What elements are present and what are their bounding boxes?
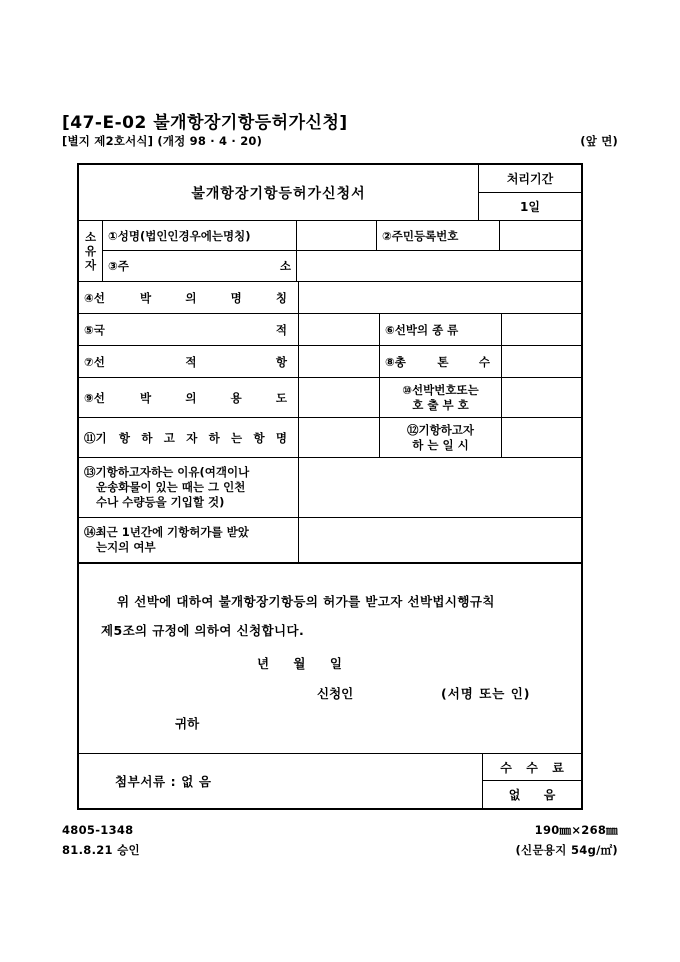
- footer-paper-type: (신문용지 54g/㎡): [515, 843, 618, 857]
- form-reference-row: [62, 133, 618, 149]
- field-8-char-2: 톤: [437, 354, 449, 369]
- field-3-label-text: ③주: [108, 259, 129, 273]
- attachment-label: 첨부서류 : 없 음: [79, 754, 483, 808]
- processing-period-value: 1일: [520, 200, 540, 214]
- owner-tag-char-2: 유: [84, 244, 97, 258]
- fee-label-char-3: 료: [552, 760, 564, 775]
- field-7-value[interactable]: [299, 346, 380, 377]
- owner-section-row: [79, 221, 581, 282]
- field-5-label: [79, 314, 299, 345]
- field-14-value[interactable]: [299, 518, 581, 562]
- field-9-char-3: 의: [185, 390, 197, 405]
- fee-value: [483, 781, 581, 807]
- field-4-value[interactable]: [299, 282, 581, 313]
- field-4-label-text: ④선: [84, 290, 105, 305]
- field-11-char-9: 명: [275, 430, 287, 445]
- field-8-value[interactable]: [502, 346, 581, 377]
- page-side-label: (앞 면): [580, 134, 618, 148]
- applicant-label: 신청인: [317, 686, 354, 701]
- field-8-label-text: ⑧총: [385, 354, 406, 369]
- field-row-1: [103, 221, 581, 251]
- document-code-title: [47-E-02 불개항장기항등허가신청]: [62, 113, 348, 133]
- declaration-date-line[interactable]: 년 월 일: [257, 656, 352, 671]
- field-6-value[interactable]: [502, 314, 581, 345]
- owner-block: [79, 221, 581, 281]
- field-11-char-8: 항: [253, 430, 265, 445]
- field-14-label: [79, 518, 299, 562]
- field-9-value[interactable]: [299, 378, 380, 417]
- field-7-label-text: ⑦선: [84, 354, 105, 369]
- field-row-14: [79, 518, 581, 564]
- field-9-char-4: 용: [230, 390, 242, 405]
- field-11-char-3: 하: [141, 430, 153, 445]
- field-13-label-line-1: ⑬기항하고자하는 이유(여객이나: [84, 465, 250, 479]
- owner-rows: [103, 221, 581, 281]
- field-9-label-text: ⑨선: [84, 390, 105, 405]
- field-12-label-line-2: 하 는 일 시: [412, 437, 469, 452]
- page-footer: [62, 820, 618, 868]
- field-7-label: [79, 346, 299, 377]
- footer-left-block: [62, 820, 140, 860]
- field-12-label: [380, 418, 502, 457]
- field-12-label-line-1: ⑫기항하고자: [406, 422, 475, 437]
- processing-period-block: [479, 165, 581, 220]
- field-11-value[interactable]: [299, 418, 380, 457]
- field-14-label-line-2: 는지의 여부: [96, 540, 156, 554]
- field-row-11-12: [79, 418, 581, 458]
- field-11-char-4: 고: [163, 430, 175, 445]
- field-3-value[interactable]: [297, 251, 581, 281]
- field-10-label-line-1: ⑩선박번호또는: [402, 382, 479, 397]
- field-12-value[interactable]: [502, 418, 581, 457]
- field-2-label-text: ②주민등록번호: [382, 228, 459, 243]
- addressee-label: 귀하: [175, 716, 200, 731]
- field-6-label: [380, 314, 502, 345]
- field-11-char-6: 하: [208, 430, 220, 445]
- application-form-table: [77, 163, 583, 810]
- field-8-label: [380, 346, 502, 377]
- field-9-char-2: 박: [140, 390, 152, 405]
- fee-label: [483, 754, 581, 781]
- owner-tag-char-3: 자: [84, 258, 97, 272]
- field-3-label: [103, 251, 297, 281]
- fee-label-char-1: 수: [500, 760, 512, 775]
- form-title-row: [79, 165, 581, 221]
- attachment-fee-row: [79, 754, 581, 808]
- field-13-label-line-3: 수나 수량등을 기입할 것): [96, 495, 225, 509]
- field-8-char-3: 수: [478, 354, 490, 369]
- field-row-3: [103, 251, 581, 281]
- footer-paper-size: 190㎜×268㎜: [534, 823, 618, 837]
- field-row-7-8: [79, 346, 581, 378]
- field-1-value[interactable]: [297, 221, 377, 250]
- field-4-label: [79, 282, 299, 313]
- field-5-label-tail: 적: [275, 322, 287, 337]
- field-row-13: [79, 458, 581, 518]
- field-13-value[interactable]: [299, 458, 581, 517]
- fee-value-char-1: 없: [508, 787, 521, 802]
- field-11-char-7: 는: [231, 430, 243, 445]
- declaration-line-2: 제5조의 규정에 의하여 신청합니다.: [101, 623, 305, 638]
- field-1-label-text: ①성명(법인인경우에는명칭): [108, 228, 251, 243]
- field-9-char-5: 도: [275, 390, 287, 405]
- field-5-label-text: ⑤국: [84, 322, 105, 337]
- field-1-label: [103, 221, 297, 250]
- field-5-value[interactable]: [299, 314, 380, 345]
- field-2-value[interactable]: [500, 221, 581, 250]
- field-4-char-3: 의: [185, 290, 197, 305]
- field-6-label-text: ⑥선박의 종 류: [385, 322, 459, 337]
- declaration-section: [79, 564, 581, 754]
- field-11-char-2: 항: [118, 430, 131, 445]
- field-11-label: [79, 418, 299, 457]
- owner-tag-label: [79, 221, 103, 281]
- field-2-label: [377, 221, 500, 250]
- field-row-5-6: [79, 314, 581, 346]
- field-3-label-tail: 소: [279, 259, 291, 273]
- field-7-char-3: 항: [275, 354, 287, 369]
- field-4-char-5: 칭: [275, 290, 287, 305]
- form-title: 불개항장기항등허가신청서: [79, 165, 479, 220]
- field-13-label-line-2: 운송화물이 있는 때는 그 인천: [96, 480, 246, 494]
- field-row-9-10: [79, 378, 581, 418]
- declaration-line-1: 위 선박에 대하여 불개항장기항등의 허가를 받고자 선박법시행규칙: [117, 594, 495, 609]
- field-10-label-line-2: 호 출 부 호: [412, 397, 469, 412]
- footer-form-number: 4805-1348: [62, 823, 134, 837]
- fee-value-char-2: 음: [543, 787, 556, 802]
- footer-right-block: [516, 820, 619, 860]
- field-10-label: [380, 378, 502, 417]
- field-14-label-line-1: ⑭최근 1년간에 기항허가를 받았: [84, 525, 249, 539]
- fee-block: [483, 754, 581, 808]
- fee-label-char-2: 수: [526, 760, 538, 775]
- signature-note[interactable]: (서명 또는 인): [441, 686, 531, 701]
- field-4-char-2: 박: [140, 290, 152, 305]
- processing-period-label: 처리기간: [479, 165, 581, 193]
- form-reference-label: [별지 제2호서식] (개정 98 · 4 · 20): [62, 134, 263, 148]
- footer-approval-date: 81.8.21 승인: [62, 843, 140, 857]
- field-9-label: [79, 378, 299, 417]
- field-11-label-text: ⑪기: [84, 430, 107, 445]
- field-4-char-4: 명: [230, 290, 242, 305]
- field-row-4: [79, 282, 581, 314]
- owner-tag-char-1: 소: [84, 230, 97, 244]
- field-10-value[interactable]: [502, 378, 581, 417]
- field-13-label: [79, 458, 299, 517]
- field-7-char-2: 적: [185, 354, 197, 369]
- field-11-char-5: 자: [186, 430, 198, 445]
